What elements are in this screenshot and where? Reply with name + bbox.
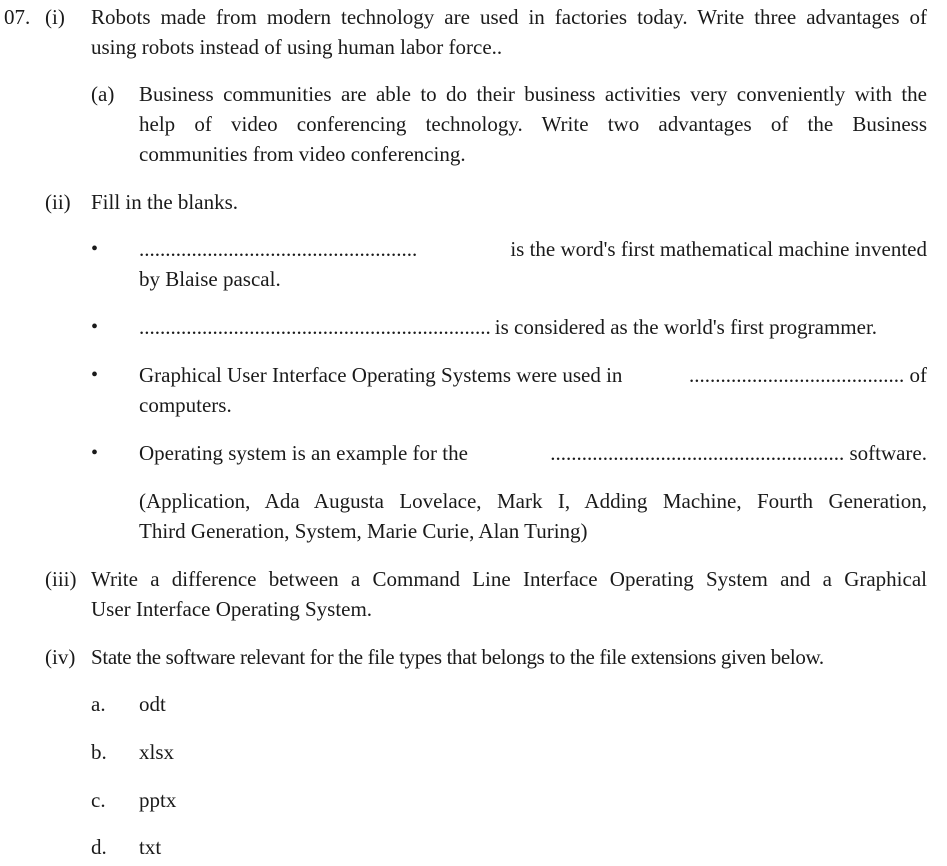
part-i-a-label: (a) [91,82,115,106]
bullet-icon: • [91,442,99,464]
extension-pptx: pptx [139,788,177,812]
fill-blank-end: of [909,363,927,387]
question-number: 07. [4,5,31,29]
fill-blank-item-1-line2: by Blaise pascal. [139,267,281,291]
part-ii-heading: Fill in the blanks. [91,190,238,214]
options-line2: Third Generation, System, Marie Curie, Alan Turing) [139,519,588,543]
part-iii-line1: Write a difference between a Command Line Interface Operating System and a Graphical [91,567,927,591]
fill-blank-item-1 [139,234,927,264]
fill-blank-text: Graphical User Interface Operating Systems were used in [139,363,623,387]
extension-odt: odt [139,692,166,716]
blank-line: ................................................................... [139,315,491,339]
bullet-icon: • [91,316,99,338]
fill-blank-text: Operating system is an example for the [139,441,468,465]
extension-letter: a. [91,692,106,716]
extension-txt: txt [139,835,162,859]
part-i-label: (i) [45,5,65,29]
options-line1: (Application, Ada Augusta Lovelace, Mark I, Adding Machine, Fourth Generation, [139,489,927,513]
fill-blank-text: is considered as the world's first programmer. [494,315,878,339]
part-i-line2: using robots instead of using human labor force.. [91,35,503,59]
fill-blank-item-3 [139,360,927,390]
part-ii-label: (ii) [45,190,71,214]
part-i-line1: Robots made from modern technology are used in factories today. Write three advantages of [91,5,927,29]
fill-blank-item-2 [139,312,927,342]
part-i-a-line3: communities from video conferencing. [139,142,466,166]
part-i-a-line2: help of video conferencing technology. Write two advantages of the Business [139,112,927,136]
fill-blank-item-3-line2: computers. [139,393,232,417]
extension-xlsx: xlsx [139,740,175,764]
bullet-icon: • [91,364,99,386]
part-iii-line2: User Interface Operating System. [91,597,373,621]
extension-letter: c. [91,788,106,812]
part-i-a-line1: Business communities are able to do their business activities very conveniently with the [139,82,927,106]
blank-line: ........................................................ [550,441,845,465]
extension-letter: d. [91,835,107,859]
part-iv-text: State the software relevant for the file types that belongs to the file extensions given below. [91,645,824,669]
fill-blank-text: is the word's first mathematical machine invented [510,237,927,261]
extension-letter: b. [91,740,107,764]
blank-line: ..................................................... [139,237,418,261]
blank-line: ......................................... [689,363,905,387]
part-iv-label: (iv) [45,645,76,669]
fill-blank-item-4 [139,438,927,468]
fill-blank-end: software. [849,441,927,465]
bullet-icon: • [91,238,99,260]
part-iii-label: (iii) [45,567,77,591]
